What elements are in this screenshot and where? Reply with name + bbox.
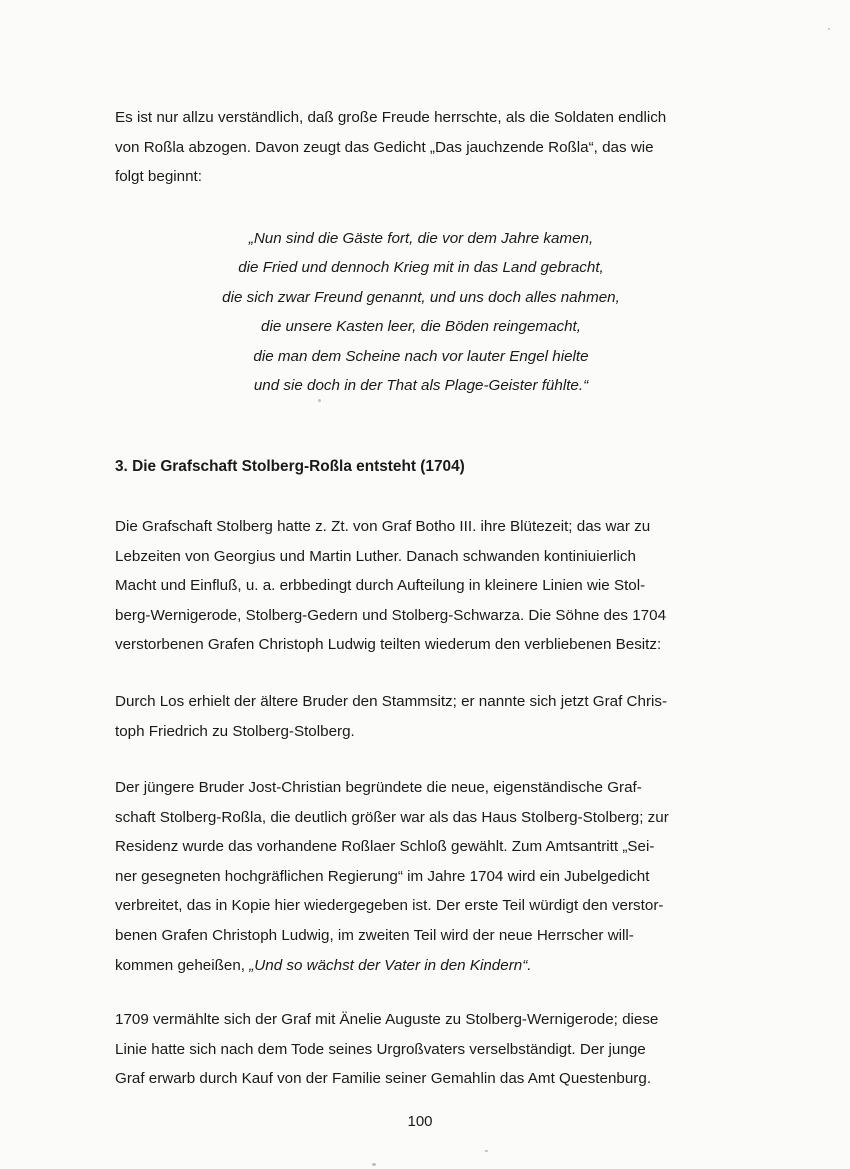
text-line: verstorbenen Grafen Christoph Ludwig teilten wiederum den verbliebenen Besitz: (115, 636, 662, 654)
text-line: Die Grafschaft Stolberg hatte z. Zt. von Graf Botho III. ihre Blütezeit; das war zu (115, 518, 651, 535)
scan-speck (828, 28, 830, 30)
text-line: Durch Los erhielt der ältere Bruder den Stammsitz; er nannte sich jetzt Graf Chris- (115, 693, 668, 710)
page-number: 100 (407, 1113, 433, 1130)
text-line: verbreitet, das in Kopie hier wiedergegeben ist. Der erste Teil würdigt den verstor- (115, 897, 664, 915)
paragraph-older-brother (115, 687, 727, 746)
poem-line: „Nun sind die Gäste fort, die vor dem Jahre kamen, (248, 230, 594, 247)
scan-speck (372, 1163, 376, 1166)
poem-line: und sie doch in der That als Plage-Geister fühlte.“ (253, 377, 589, 395)
text-line: toph Friedrich zu Stolberg-Stolberg. (115, 722, 355, 740)
poem-line: die sich zwar Freund genannt, und uns doch alles nahmen, (222, 288, 620, 306)
text-line: Graf erwarb durch Kauf von der Familie seiner Gemahlin das Amt Questenburg. (115, 1070, 652, 1088)
text-line-mixed (115, 951, 727, 981)
paragraph-intro (115, 103, 727, 192)
text-line: ner gesegneten hochgräflichen Regierung“ im Jahre 1704 wird ein Jubelgedicht (115, 867, 650, 885)
text-line: folgt beginnt: (115, 168, 202, 186)
text-line: Macht und Einfluß, u. a. erbbedingt durch Aufteilung in kleinere Linien wie Stol- (115, 577, 646, 595)
paragraph-younger-brother (115, 773, 727, 980)
text-line: schaft Stolberg-Roßla, die deutlich größer war als das Haus Stolberg-Stolberg; zur (115, 808, 669, 826)
text-fragment: kommen geheißen, (115, 956, 250, 974)
text-line: berg-Wernigerode, Stolberg-Gedern und Stolberg-Schwarza. Die Söhne des 1704 (115, 606, 667, 624)
paragraph-grafschaft (115, 512, 727, 660)
text-line: Der jüngere Bruder Jost-Christian begründete die neue, eigenständische Graf- (115, 779, 642, 796)
poem-line: die Fried und dennoch Krieg mit in das Land gebracht, (238, 259, 604, 277)
text-line: Linie hatte sich nach dem Tode seines Urgroßvaters verselbständigt. Der junge (115, 1040, 646, 1058)
text-line: Es ist nur allzu verständlich, daß große Freude herrschte, als die Soldaten endlich (115, 109, 667, 126)
italic-quote: „Und so wächst der Vater in den Kindern“. (249, 956, 532, 974)
poem-quote (115, 224, 727, 400)
text-line: 1709 vermählte sich der Graf mit Änelie Auguste zu Stolberg-Wernigerode; diese (115, 1011, 659, 1028)
poem-line: die unsere Kasten leer, die Böden reingemacht, (261, 318, 581, 336)
text-line: benen Grafen Christoph Ludwig, im zweiten Teil wird der neue Herrscher will- (115, 926, 634, 944)
paragraph-marriage (115, 1005, 727, 1094)
section-heading: 3. Die Grafschaft Stolberg-Roßla entsteht (1704) (115, 458, 465, 475)
poem-line: die man dem Scheine nach vor lauter Engel hielte (253, 347, 589, 365)
text-line: Residenz wurde das vorhandene Roßlaer Schloß gewählt. Zum Amtsantritt „Sei- (115, 838, 655, 856)
scan-speck (485, 1150, 488, 1152)
text-line: von Roßla abzogen. Davon zeugt das Gedicht „Das jauchzende Roßla“, das wie (115, 138, 654, 156)
scan-speck (318, 399, 321, 402)
text-line: Lebzeiten von Georgius und Martin Luther. Danach schwanden kontiniuierlich (115, 547, 636, 565)
